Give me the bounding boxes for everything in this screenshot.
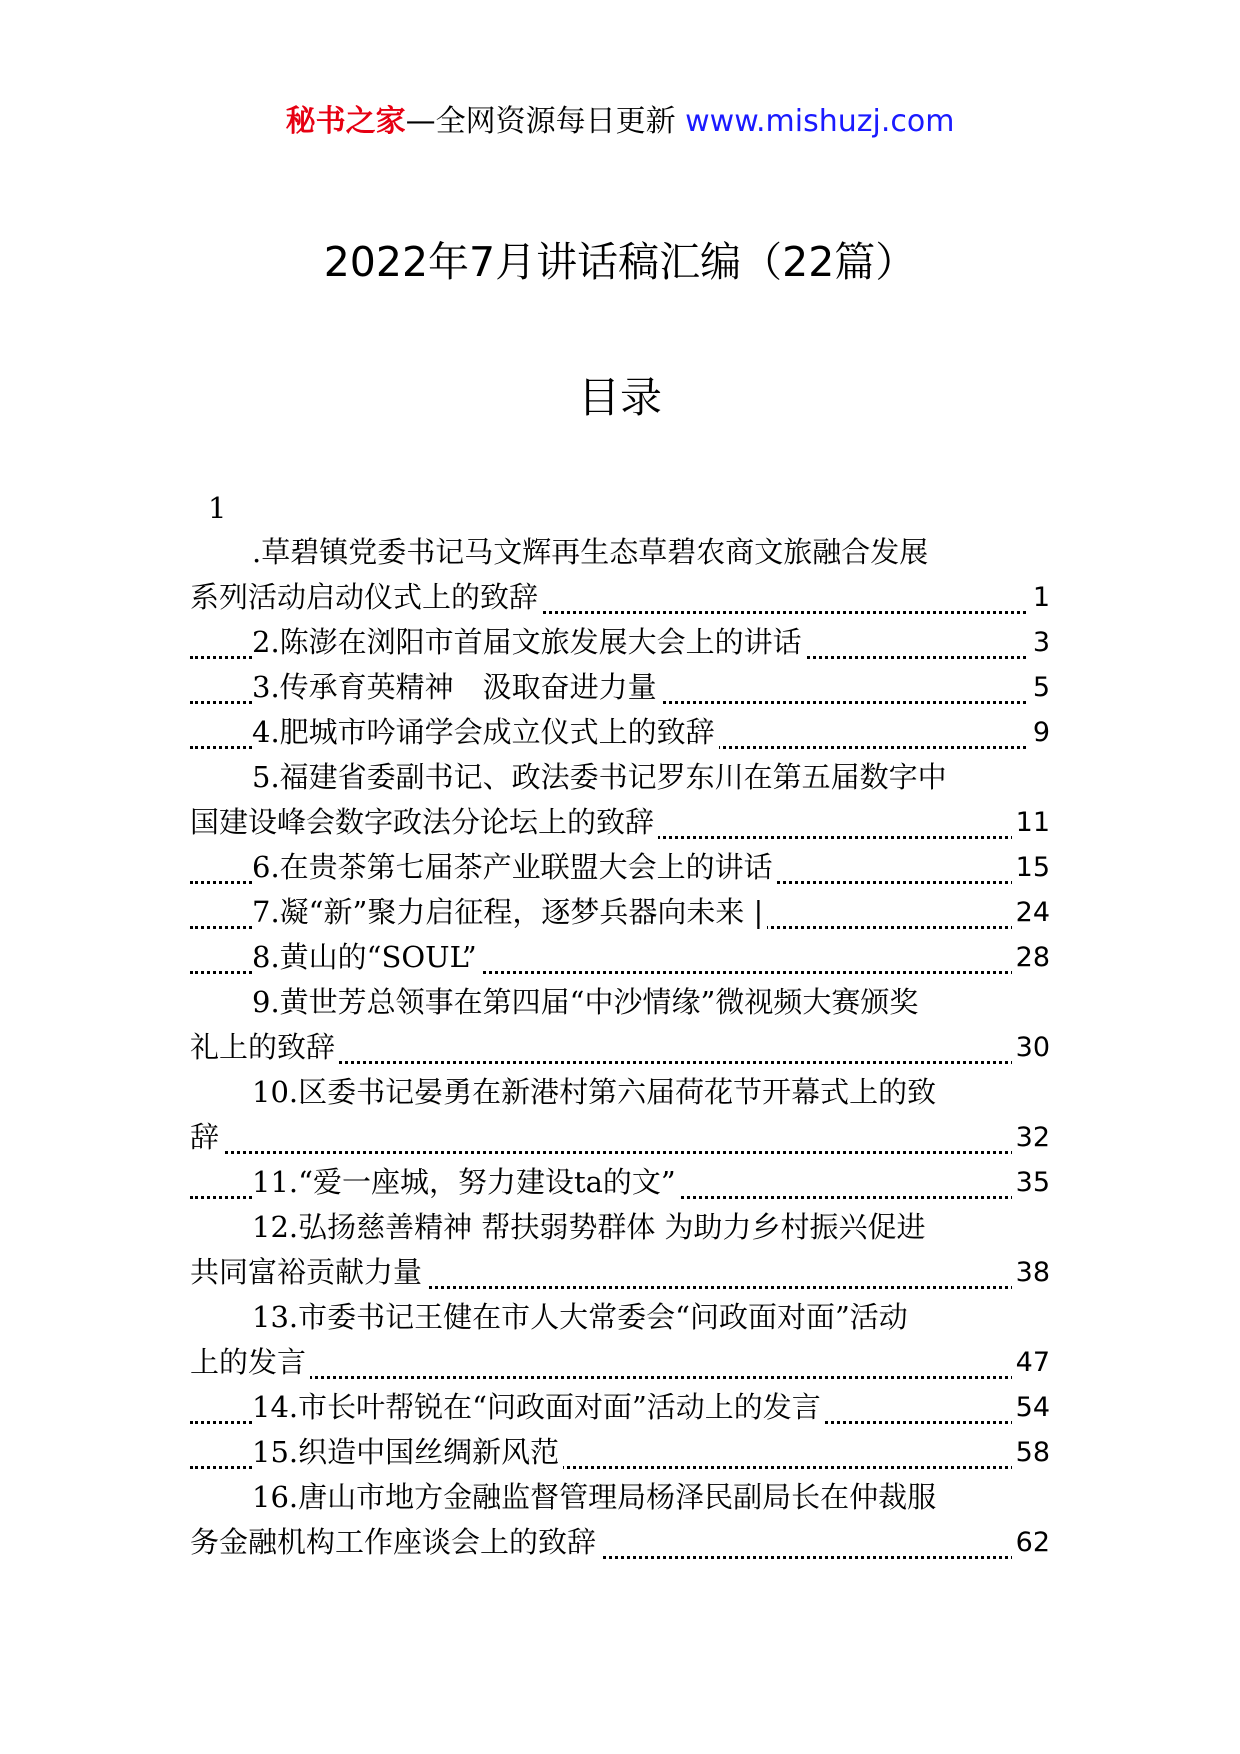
toc-entry-line[interactable] — [190, 1070, 1050, 1115]
toc-page-number: 11 — [1012, 800, 1050, 845]
toc-entry-text: 务金融机构工作座谈会上的致辞 — [190, 1525, 600, 1559]
toc-entry-text: 10.区委书记晏勇在新港村第六届荷花节开幕式上的致 — [252, 1075, 940, 1109]
toc-entry-text: 14.市长叶帮锐在“问政面对面”活动上的发言 — [252, 1390, 825, 1424]
toc-page-number: 62 — [1012, 1520, 1050, 1565]
site-header — [0, 100, 1240, 144]
toc-entry-text: 16.唐山市地方金融监督管理局杨泽民副局长在仲裁服 — [252, 1480, 940, 1514]
toc-entry-text: 7.凝“新”聚力启征程，逐梦兵器向未来 | — [252, 895, 767, 929]
toc-entry-text: 国建设峰会数字政法分论坛上的致辞 — [190, 805, 658, 839]
toc-entry-text: 系列活动启动仪式上的致辞 — [190, 580, 542, 614]
header-tagline: —全网资源每日更新 — [405, 104, 686, 139]
toc-entry-line[interactable] — [190, 620, 1050, 665]
toc-page-number: 3 — [1029, 620, 1050, 665]
toc-page-number: 9 — [1029, 710, 1050, 755]
toc-page-number: 1 — [1029, 575, 1050, 620]
toc-page-number: 32 — [1012, 1115, 1050, 1160]
toc-entry-line[interactable] — [190, 800, 1050, 845]
toc-entry-text: 6.在贵茶第七届茶产业联盟大会上的讲话 — [252, 850, 777, 884]
toc-entry-line[interactable] — [190, 1385, 1050, 1430]
toc-entry-line[interactable] — [190, 1430, 1050, 1475]
document-title: 2022年7月讲话稿汇编（22篇） — [323, 238, 917, 286]
toc-entry-line[interactable] — [190, 1160, 1050, 1205]
toc-entry-text: 共同富裕贡献力量 — [190, 1255, 426, 1289]
toc-entry-line[interactable] — [190, 935, 1050, 980]
dot-leader — [190, 1376, 1050, 1379]
toc-page-number: 15 — [1012, 845, 1050, 890]
toc-entry-line[interactable] — [190, 845, 1050, 890]
brand-name: 秘书之家 — [285, 104, 406, 139]
toc-entry-line[interactable] — [190, 1205, 1050, 1250]
toc-page-number: 47 — [1012, 1340, 1050, 1385]
toc-entry-text: 2.陈澎在浏阳市首届文旅发展大会上的讲话 — [252, 625, 806, 659]
toc-entry-line[interactable] — [190, 890, 1050, 935]
toc-entry-text: 4.肥城市吟诵学会成立仪式上的致辞 — [252, 715, 719, 749]
toc-page-number: 58 — [1012, 1430, 1050, 1475]
toc-entry-line[interactable] — [190, 1025, 1050, 1070]
toc-entry-line[interactable] — [190, 980, 1050, 1025]
toc-entry-line[interactable] — [190, 1115, 1050, 1160]
toc-entry-line[interactable] — [190, 1520, 1050, 1565]
toc-first-number: 1 — [190, 486, 1050, 530]
toc-entry-text: 12.弘扬慈善精神 帮扶弱势群体 为助力乡村振兴促进 — [252, 1210, 930, 1244]
toc-entry-line[interactable] — [190, 710, 1050, 755]
toc-entry-text: 上的发言 — [190, 1345, 310, 1379]
site-url-link[interactable]: www.mishuzj.com — [685, 104, 955, 139]
toc-entry-text: 3.传承育英精神 汲取奋进力量 — [252, 670, 661, 704]
toc-entry-line[interactable] — [190, 1340, 1050, 1385]
toc-entry-text: 15.织造中国丝绸新风范 — [252, 1435, 563, 1469]
toc-page-number: 5 — [1029, 665, 1050, 710]
toc-page-number: 28 — [1012, 935, 1050, 980]
toc-entry-line[interactable] — [190, 1250, 1050, 1295]
toc-entry-text: 13.市委书记王健在市人大常委会“问政面对面”活动 — [252, 1300, 912, 1334]
toc-heading: 目录 — [577, 373, 662, 422]
toc-page-number: 54 — [1012, 1385, 1050, 1430]
toc-entry-text: .草碧镇党委书记马文辉再生态草碧农商文旅融合发展 — [252, 535, 932, 569]
toc-entry-text: 辞 — [190, 1120, 223, 1154]
toc-entry-text: 礼上的致辞 — [190, 1030, 339, 1064]
toc-entry-text: 8.黄山的“SOUL” — [252, 940, 481, 974]
toc-entry-line[interactable] — [190, 1295, 1050, 1340]
toc-entry-line[interactable] — [190, 665, 1050, 710]
toc-page-number: 30 — [1012, 1025, 1050, 1070]
table-of-contents — [190, 486, 1050, 1565]
toc-entry-line[interactable] — [190, 575, 1050, 620]
toc-entry-text: 5.福建省委副书记、政法委书记罗东川在第五届数字中 — [252, 760, 951, 794]
toc-page-number: 35 — [1012, 1160, 1050, 1205]
toc-entry-line[interactable] — [190, 755, 1050, 800]
toc-entry-text: 9.黄世芳总领事在第四届“中沙情缘”微视频大赛颁奖 — [252, 985, 922, 1019]
toc-entry-text: 11.“爱一座城，努力建设ta的文” — [252, 1165, 680, 1199]
dot-leader — [190, 1151, 1050, 1154]
toc-entry-line[interactable] — [190, 530, 1050, 575]
toc-page-number: 38 — [1012, 1250, 1050, 1295]
toc-page-number: 24 — [1012, 890, 1050, 935]
toc-entry-line[interactable] — [190, 1475, 1050, 1520]
